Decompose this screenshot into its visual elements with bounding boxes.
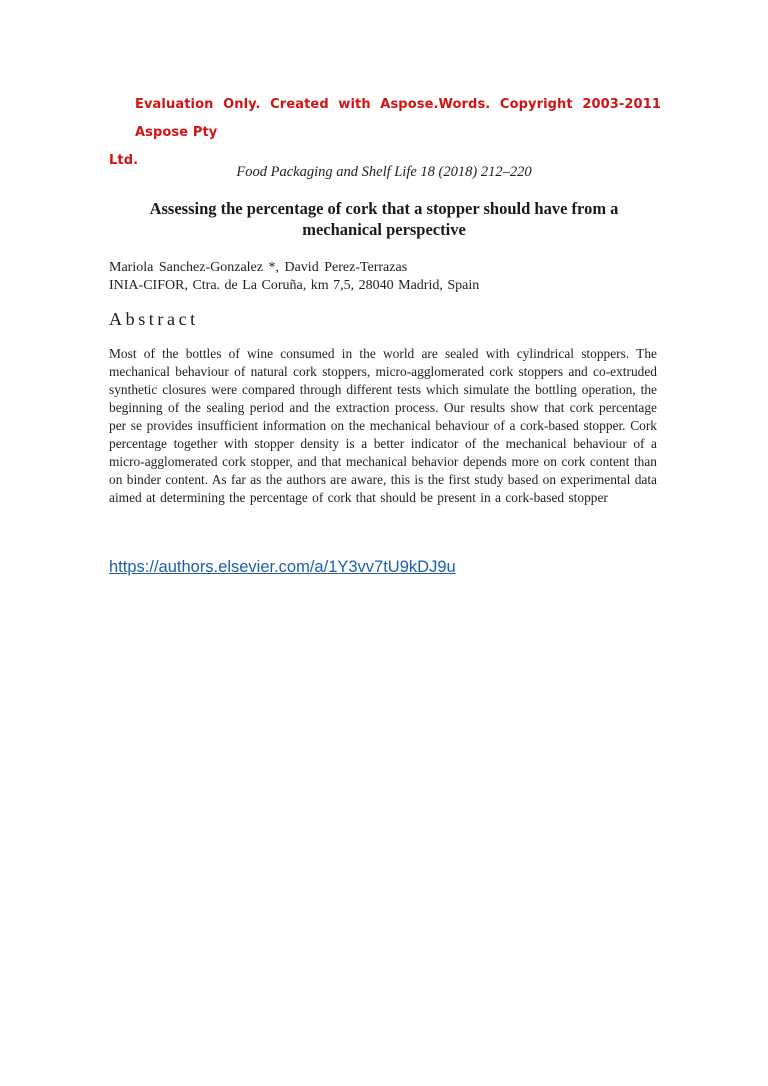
- journal-citation: Food Packaging and Shelf Life 18 (2018) 212–220: [236, 164, 532, 180]
- watermark-line-1: Evaluation Only. Created with Aspose.Words. Copyright 2003-2011 Aspose Pty: [135, 97, 661, 140]
- author-list: Mariola Sanchez-Gonzalez *, David Perez-Terrazas: [109, 260, 408, 275]
- watermark-line-2: Ltd.: [109, 153, 139, 168]
- evaluation-watermark: [109, 91, 661, 175]
- abstract-heading: Abstract: [109, 309, 199, 329]
- abstract-text: Most of the bottles of wine consumed in the world are sealed with cylindrical stoppers. The mechanical behaviour of natural cork stoppers, micro-agglomerated cork stoppers and co-extruded synthetic closures were compared through different tests which simulate the bottling operation, the beginning of the sealing period and the extraction process. Our results show that cork percentage per se provides insufficient information on the mechanical behaviour of a cork-based stopper. Cork percentage together with stopper density is a better indicator of the mechanical behaviour of a micro-agglomerated cork stopper, and that mechanical behavior depends more on cork content than on binder content. As far as the authors are aware, this is the first study based on experimental data aimed at determining the percentage of cork that should be present in a cork-based stopper: [109, 346, 657, 505]
- paper-title: Assessing the percentage of cork that a stopper should have from a mechanical perspective: [149, 199, 619, 239]
- article-link[interactable]: https://authors.elsevier.com/a/1Y3vv7tU9kDJ9u: [109, 558, 456, 576]
- author-affiliation: INIA-CIFOR, Ctra. de La Coruña, km 7,5, 28040 Madrid, Spain: [109, 278, 480, 293]
